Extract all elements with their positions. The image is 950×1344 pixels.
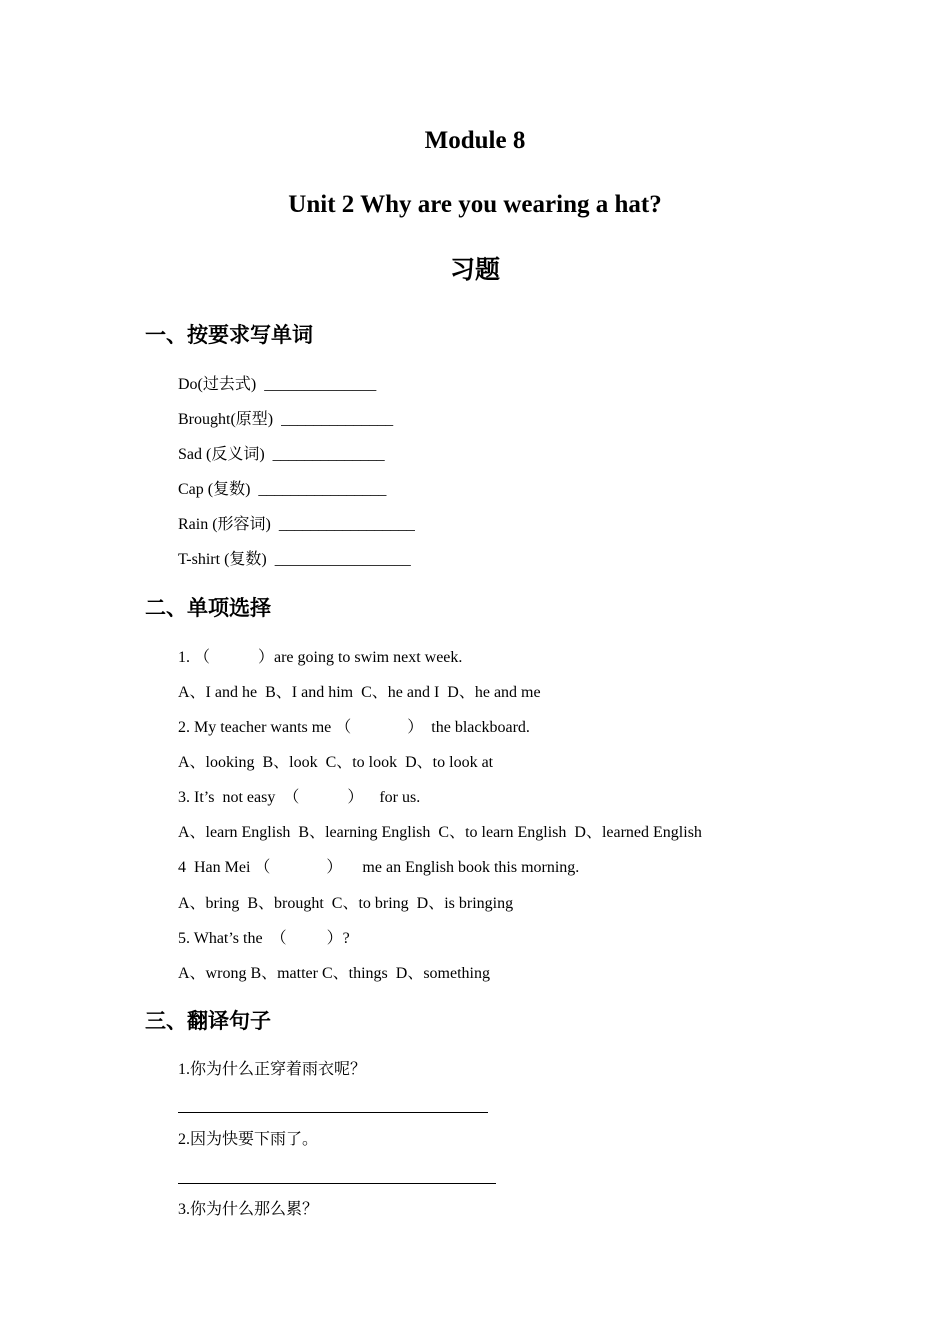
- question-text: 1. （ ）are going to swim next week.: [178, 649, 463, 666]
- section-2-heading: 二、单项选择: [145, 596, 271, 620]
- translation-prompt: 1.你为什么正穿着雨衣呢？: [178, 1061, 367, 1078]
- module-title: Module 8: [424, 127, 526, 154]
- question-text: 4 Han Mei （ ） me an English book this morning.: [178, 859, 580, 876]
- question-options: A、I and he B、I and him C、he and I D、he and me: [178, 684, 541, 701]
- translation-prompt: 3.你为什么那么累？: [178, 1201, 319, 1218]
- exercise-title: 习题: [449, 257, 500, 284]
- question-options: A、learn English B、learning English C、to learn English D、learned English: [178, 824, 702, 841]
- question-options: A、bring B、brought C、to bring D、is bringing: [178, 895, 514, 912]
- question-text: 3. It’s not easy （ ） for us.: [178, 789, 421, 806]
- question-text: 2. My teacher wants me （ ） the blackboard.: [178, 719, 530, 736]
- section-3-heading: 三、翻译句子: [145, 1009, 271, 1033]
- answer-line: [178, 1183, 496, 1184]
- unit-title: Unit 2 Why are you wearing a hat?: [288, 191, 662, 218]
- translation-prompt: 2.因为快要下雨了。: [178, 1131, 319, 1148]
- word-item: Cap (复数) ________________: [178, 481, 387, 498]
- answer-line: [178, 1112, 488, 1113]
- word-item: Brought(原型) ______________: [178, 411, 394, 428]
- question-options: A、looking B、look C、to look D、to look at: [178, 754, 494, 771]
- word-item: Do(过去式) ______________: [178, 376, 377, 393]
- question-text: 5. What’s the （ ）?: [178, 930, 350, 947]
- word-item: T-shirt (复数) _________________: [178, 551, 411, 568]
- word-item: Rain (形容词) _________________: [178, 516, 415, 533]
- section-1-heading: 一、按要求写单词: [145, 323, 313, 347]
- word-item: Sad (反义词) ______________: [178, 446, 385, 463]
- question-options: A、wrong B、matter C、things D、something: [178, 965, 490, 982]
